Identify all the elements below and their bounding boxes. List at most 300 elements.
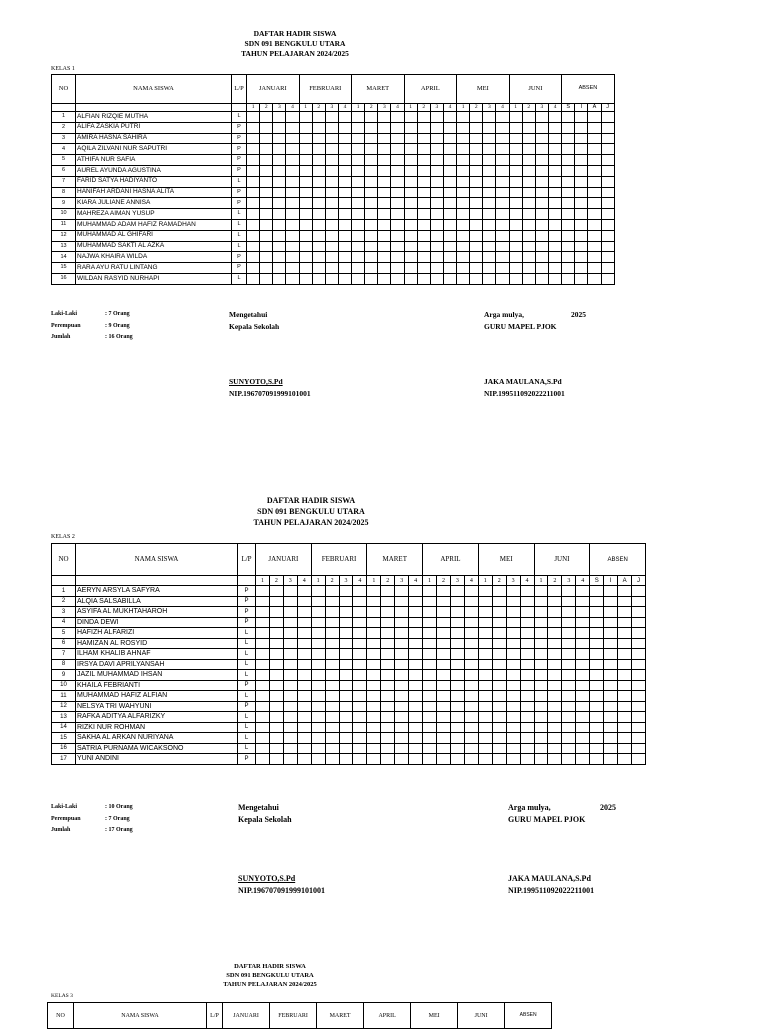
attendance-cell[interactable] [470,155,483,166]
attendance-cell[interactable] [548,586,562,597]
attendance-cell[interactable] [286,198,299,209]
attendance-cell[interactable] [464,638,478,649]
attendance-cell[interactable] [534,722,548,733]
attendance-cell[interactable] [464,743,478,754]
attendance-cell[interactable] [378,273,391,284]
attendance-cell[interactable] [604,586,618,597]
attendance-cell[interactable] [256,691,270,702]
attendance-cell[interactable] [548,617,562,628]
attendance-cell[interactable] [450,659,464,670]
attendance-cell[interactable] [381,628,395,639]
attendance-cell[interactable] [269,712,283,723]
attendance-cell[interactable] [367,628,381,639]
attendance-cell[interactable] [604,659,618,670]
attendance-cell[interactable] [535,187,548,198]
attendance-cell[interactable] [483,263,496,274]
attendance-cell[interactable] [269,659,283,670]
attendance-cell[interactable] [590,743,604,754]
attendance-cell[interactable] [299,112,312,123]
attendance-cell[interactable] [312,133,325,144]
attendance-cell[interactable] [562,659,576,670]
attendance-cell[interactable] [457,198,470,209]
attendance-cell[interactable] [325,586,339,597]
attendance-cell[interactable] [548,198,561,209]
attendance-cell[interactable] [273,165,286,176]
attendance-cell[interactable] [618,617,632,628]
attendance-cell[interactable] [618,670,632,681]
attendance-cell[interactable] [522,209,535,220]
attendance-cell[interactable] [409,680,423,691]
attendance-cell[interactable] [395,691,409,702]
attendance-cell[interactable] [437,722,451,733]
attendance-cell[interactable] [247,273,260,284]
attendance-cell[interactable] [483,112,496,123]
attendance-cell[interactable] [601,209,614,220]
attendance-cell[interactable] [365,133,378,144]
attendance-cell[interactable] [535,273,548,284]
attendance-cell[interactable] [430,165,443,176]
attendance-cell[interactable] [299,263,312,274]
attendance-cell[interactable] [548,155,561,166]
attendance-cell[interactable] [450,701,464,712]
attendance-cell[interactable] [283,638,297,649]
attendance-cell[interactable] [590,680,604,691]
attendance-cell[interactable] [535,252,548,263]
attendance-cell[interactable] [562,263,575,274]
attendance-cell[interactable] [339,680,353,691]
attendance-cell[interactable] [470,209,483,220]
attendance-cell[interactable] [575,176,588,187]
attendance-cell[interactable] [457,144,470,155]
attendance-cell[interactable] [509,176,522,187]
attendance-cell[interactable] [575,263,588,274]
attendance-cell[interactable] [381,649,395,660]
attendance-cell[interactable] [464,670,478,681]
attendance-cell[interactable] [353,617,367,628]
attendance-cell[interactable] [632,701,646,712]
attendance-cell[interactable] [437,638,451,649]
attendance-cell[interactable] [601,252,614,263]
attendance-cell[interactable] [286,273,299,284]
attendance-cell[interactable] [339,638,353,649]
attendance-cell[interactable] [548,219,561,230]
attendance-cell[interactable] [632,596,646,607]
attendance-cell[interactable] [381,722,395,733]
attendance-cell[interactable] [534,628,548,639]
attendance-cell[interactable] [562,607,576,618]
attendance-cell[interactable] [299,219,312,230]
attendance-cell[interactable] [391,219,404,230]
attendance-cell[interactable] [338,252,351,263]
attendance-cell[interactable] [269,701,283,712]
attendance-cell[interactable] [443,219,456,230]
attendance-cell[interactable] [430,133,443,144]
attendance-cell[interactable] [496,273,509,284]
attendance-cell[interactable] [522,144,535,155]
attendance-cell[interactable] [247,133,260,144]
attendance-cell[interactable] [588,112,601,123]
attendance-cell[interactable] [325,680,339,691]
attendance-cell[interactable] [395,701,409,712]
attendance-cell[interactable] [562,670,576,681]
attendance-cell[interactable] [297,733,311,744]
attendance-cell[interactable] [548,638,562,649]
attendance-cell[interactable] [590,596,604,607]
attendance-cell[interactable] [325,133,338,144]
attendance-cell[interactable] [604,638,618,649]
attendance-cell[interactable] [478,617,492,628]
attendance-cell[interactable] [478,649,492,660]
attendance-cell[interactable] [286,241,299,252]
attendance-cell[interactable] [299,273,312,284]
attendance-cell[interactable] [338,133,351,144]
attendance-cell[interactable] [299,252,312,263]
attendance-cell[interactable] [297,659,311,670]
attendance-cell[interactable] [404,155,417,166]
attendance-cell[interactable] [478,680,492,691]
attendance-cell[interactable] [417,198,430,209]
attendance-cell[interactable] [312,112,325,123]
attendance-cell[interactable] [325,155,338,166]
attendance-cell[interactable] [464,680,478,691]
attendance-cell[interactable] [450,722,464,733]
attendance-cell[interactable] [618,754,632,765]
attendance-cell[interactable] [576,628,590,639]
attendance-cell[interactable] [470,273,483,284]
attendance-cell[interactable] [273,273,286,284]
attendance-cell[interactable] [299,133,312,144]
attendance-cell[interactable] [297,628,311,639]
attendance-cell[interactable] [286,252,299,263]
attendance-cell[interactable] [604,733,618,744]
attendance-cell[interactable] [283,680,297,691]
attendance-cell[interactable] [367,733,381,744]
attendance-cell[interactable] [509,122,522,133]
attendance-cell[interactable] [478,628,492,639]
attendance-cell[interactable] [273,176,286,187]
attendance-cell[interactable] [562,596,576,607]
attendance-cell[interactable] [575,241,588,252]
attendance-cell[interactable] [325,743,339,754]
attendance-cell[interactable] [381,743,395,754]
attendance-cell[interactable] [535,241,548,252]
attendance-cell[interactable] [604,691,618,702]
attendance-cell[interactable] [437,754,451,765]
attendance-cell[interactable] [417,219,430,230]
attendance-cell[interactable] [443,155,456,166]
attendance-cell[interactable] [509,133,522,144]
attendance-cell[interactable] [535,176,548,187]
attendance-cell[interactable] [548,165,561,176]
attendance-cell[interactable] [483,219,496,230]
attendance-cell[interactable] [260,122,273,133]
attendance-cell[interactable] [353,628,367,639]
attendance-cell[interactable] [339,649,353,660]
attendance-cell[interactable] [520,607,534,618]
attendance-cell[interactable] [381,596,395,607]
attendance-cell[interactable] [632,680,646,691]
attendance-cell[interactable] [273,144,286,155]
attendance-cell[interactable] [520,733,534,744]
attendance-cell[interactable] [506,638,520,649]
attendance-cell[interactable] [365,187,378,198]
attendance-cell[interactable] [325,712,339,723]
attendance-cell[interactable] [492,722,506,733]
attendance-cell[interactable] [450,743,464,754]
attendance-cell[interactable] [325,273,338,284]
attendance-cell[interactable] [522,198,535,209]
attendance-cell[interactable] [339,754,353,765]
attendance-cell[interactable] [353,670,367,681]
attendance-cell[interactable] [260,133,273,144]
attendance-cell[interactable] [378,209,391,220]
attendance-cell[interactable] [590,638,604,649]
attendance-cell[interactable] [496,112,509,123]
attendance-cell[interactable] [365,198,378,209]
attendance-cell[interactable] [492,638,506,649]
attendance-cell[interactable] [548,701,562,712]
attendance-cell[interactable] [283,722,297,733]
attendance-cell[interactable] [483,273,496,284]
attendance-cell[interactable] [509,112,522,123]
attendance-cell[interactable] [601,219,614,230]
attendance-cell[interactable] [325,638,339,649]
attendance-cell[interactable] [506,680,520,691]
attendance-cell[interactable] [312,187,325,198]
attendance-cell[interactable] [409,701,423,712]
attendance-cell[interactable] [575,133,588,144]
attendance-cell[interactable] [353,691,367,702]
attendance-cell[interactable] [256,680,270,691]
attendance-cell[interactable] [522,263,535,274]
attendance-cell[interactable] [450,617,464,628]
attendance-cell[interactable] [338,112,351,123]
attendance-cell[interactable] [430,198,443,209]
attendance-cell[interactable] [443,263,456,274]
attendance-cell[interactable] [417,252,430,263]
attendance-cell[interactable] [548,133,561,144]
attendance-cell[interactable] [562,712,576,723]
attendance-cell[interactable] [417,176,430,187]
attendance-cell[interactable] [492,670,506,681]
attendance-cell[interactable] [492,691,506,702]
attendance-cell[interactable] [464,586,478,597]
attendance-cell[interactable] [604,617,618,628]
attendance-cell[interactable] [404,144,417,155]
attendance-cell[interactable] [353,596,367,607]
attendance-cell[interactable] [269,754,283,765]
attendance-cell[interactable] [381,680,395,691]
attendance-cell[interactable] [534,712,548,723]
attendance-cell[interactable] [601,144,614,155]
attendance-cell[interactable] [404,241,417,252]
attendance-cell[interactable] [247,144,260,155]
attendance-cell[interactable] [576,701,590,712]
attendance-cell[interactable] [312,165,325,176]
attendance-cell[interactable] [269,649,283,660]
attendance-cell[interactable] [381,586,395,597]
attendance-cell[interactable] [443,187,456,198]
attendance-cell[interactable] [273,241,286,252]
attendance-cell[interactable] [260,198,273,209]
attendance-cell[interactable] [409,607,423,618]
attendance-cell[interactable] [437,628,451,639]
attendance-cell[interactable] [273,209,286,220]
attendance-cell[interactable] [247,252,260,263]
attendance-cell[interactable] [470,187,483,198]
attendance-cell[interactable] [256,733,270,744]
attendance-cell[interactable] [548,112,561,123]
attendance-cell[interactable] [576,596,590,607]
attendance-cell[interactable] [535,165,548,176]
attendance-cell[interactable] [632,649,646,660]
attendance-cell[interactable] [483,252,496,263]
attendance-cell[interactable] [576,680,590,691]
attendance-cell[interactable] [417,155,430,166]
attendance-cell[interactable] [496,133,509,144]
attendance-cell[interactable] [618,586,632,597]
attendance-cell[interactable] [391,165,404,176]
attendance-cell[interactable] [483,209,496,220]
attendance-cell[interactable] [562,112,575,123]
attendance-cell[interactable] [535,144,548,155]
attendance-cell[interactable] [478,754,492,765]
attendance-cell[interactable] [534,649,548,660]
attendance-cell[interactable] [283,754,297,765]
attendance-cell[interactable] [311,607,325,618]
attendance-cell[interactable] [365,230,378,241]
attendance-cell[interactable] [520,628,534,639]
attendance-cell[interactable] [312,144,325,155]
attendance-cell[interactable] [325,241,338,252]
attendance-cell[interactable] [423,722,437,733]
attendance-cell[interactable] [286,187,299,198]
attendance-cell[interactable] [457,209,470,220]
attendance-cell[interactable] [430,209,443,220]
attendance-cell[interactable] [590,628,604,639]
attendance-cell[interactable] [457,219,470,230]
attendance-cell[interactable] [423,617,437,628]
attendance-cell[interactable] [325,187,338,198]
attendance-cell[interactable] [535,133,548,144]
attendance-cell[interactable] [381,733,395,744]
attendance-cell[interactable] [409,617,423,628]
attendance-cell[interactable] [457,241,470,252]
attendance-cell[interactable] [496,209,509,220]
attendance-cell[interactable] [496,252,509,263]
attendance-cell[interactable] [588,209,601,220]
attendance-cell[interactable] [464,733,478,744]
attendance-cell[interactable] [260,263,273,274]
attendance-cell[interactable] [590,733,604,744]
attendance-cell[interactable] [395,659,409,670]
attendance-cell[interactable] [535,263,548,274]
attendance-cell[interactable] [423,733,437,744]
attendance-cell[interactable] [352,122,365,133]
attendance-cell[interactable] [430,263,443,274]
attendance-cell[interactable] [378,144,391,155]
attendance-cell[interactable] [470,230,483,241]
attendance-cell[interactable] [534,743,548,754]
attendance-cell[interactable] [590,617,604,628]
attendance-cell[interactable] [430,252,443,263]
attendance-cell[interactable] [339,691,353,702]
attendance-cell[interactable] [273,219,286,230]
attendance-cell[interactable] [286,263,299,274]
attendance-cell[interactable] [352,241,365,252]
attendance-cell[interactable] [338,165,351,176]
attendance-cell[interactable] [338,176,351,187]
attendance-cell[interactable] [604,680,618,691]
attendance-cell[interactable] [325,112,338,123]
attendance-cell[interactable] [457,263,470,274]
attendance-cell[interactable] [325,198,338,209]
attendance-cell[interactable] [520,691,534,702]
attendance-cell[interactable] [367,586,381,597]
attendance-cell[interactable] [618,596,632,607]
attendance-cell[interactable] [492,586,506,597]
attendance-cell[interactable] [520,680,534,691]
attendance-cell[interactable] [395,670,409,681]
attendance-cell[interactable] [534,701,548,712]
attendance-cell[interactable] [269,596,283,607]
attendance-cell[interactable] [339,617,353,628]
attendance-cell[interactable] [437,670,451,681]
attendance-cell[interactable] [478,701,492,712]
attendance-cell[interactable] [283,586,297,597]
attendance-cell[interactable] [417,165,430,176]
attendance-cell[interactable] [299,187,312,198]
attendance-cell[interactable] [404,230,417,241]
attendance-cell[interactable] [632,628,646,639]
attendance-cell[interactable] [353,680,367,691]
attendance-cell[interactable] [522,133,535,144]
attendance-cell[interactable] [409,754,423,765]
attendance-cell[interactable] [590,586,604,597]
attendance-cell[interactable] [365,155,378,166]
attendance-cell[interactable] [338,198,351,209]
attendance-cell[interactable] [450,638,464,649]
attendance-cell[interactable] [576,712,590,723]
attendance-cell[interactable] [506,722,520,733]
attendance-cell[interactable] [576,638,590,649]
attendance-cell[interactable] [423,754,437,765]
attendance-cell[interactable] [588,165,601,176]
attendance-cell[interactable] [409,596,423,607]
attendance-cell[interactable] [575,273,588,284]
attendance-cell[interactable] [562,219,575,230]
attendance-cell[interactable] [269,743,283,754]
attendance-cell[interactable] [575,209,588,220]
attendance-cell[interactable] [273,263,286,274]
attendance-cell[interactable] [509,263,522,274]
attendance-cell[interactable] [391,263,404,274]
attendance-cell[interactable] [378,263,391,274]
attendance-cell[interactable] [367,596,381,607]
attendance-cell[interactable] [297,649,311,660]
attendance-cell[interactable] [256,596,270,607]
attendance-cell[interactable] [632,638,646,649]
attendance-cell[interactable] [325,607,339,618]
attendance-cell[interactable] [353,722,367,733]
attendance-cell[interactable] [417,187,430,198]
attendance-cell[interactable] [381,638,395,649]
attendance-cell[interactable] [430,176,443,187]
attendance-cell[interactable] [247,112,260,123]
attendance-cell[interactable] [260,176,273,187]
attendance-cell[interactable] [338,241,351,252]
attendance-cell[interactable] [483,155,496,166]
